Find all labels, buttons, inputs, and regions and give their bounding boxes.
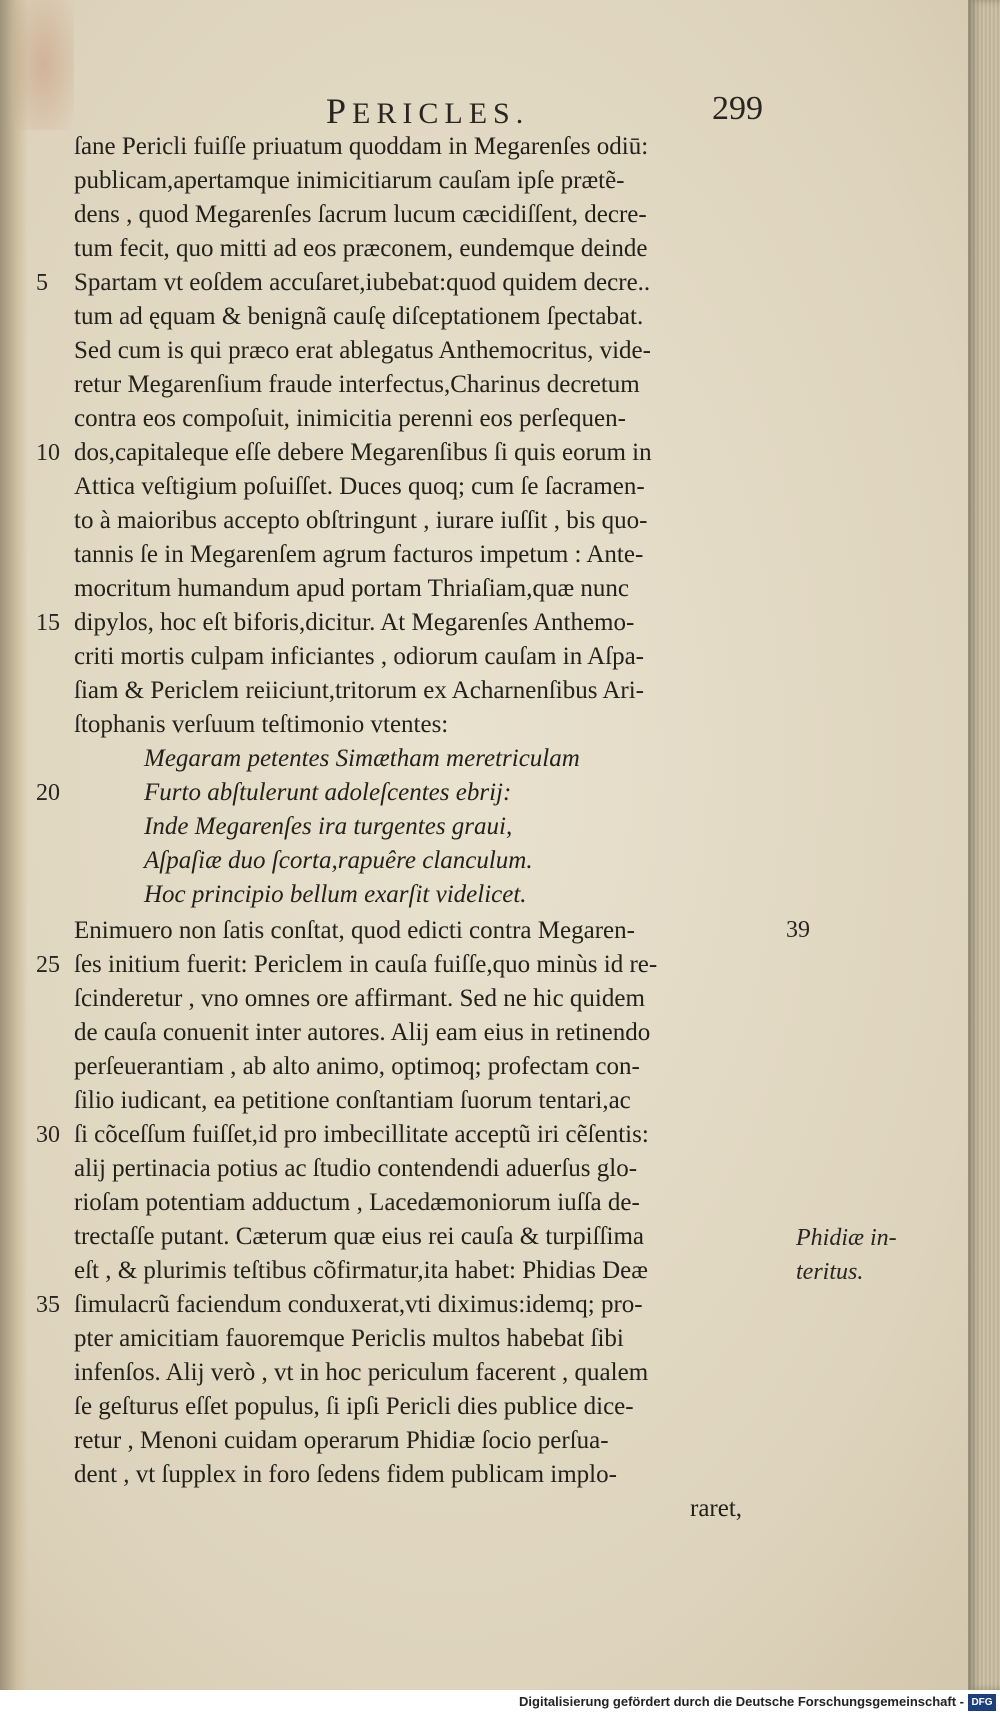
running-head-rest: ERICLES. (352, 97, 530, 130)
text-line: contra eos compoſuit, inimicitia perenni eos perſequen- (74, 405, 626, 432)
text-line: dos,capitaleque eſſe debere Megarenſibus ſi quis eorum in (74, 439, 652, 466)
text-line: eſt , & plurimis teſtibus cõfirmatur,ita habet: Phidias Deæ (74, 1257, 648, 1284)
verse-line: Furto abſtulerunt adoleſcentes ebrij: (144, 779, 512, 806)
text-line: publicam,apertamque inimicitiarum cauſam ipſe prætẽ- (74, 167, 625, 194)
text-line: pter amicitiam fauoremque Periclis multos habebat ſibi (74, 1325, 624, 1352)
text-line: retur , Menoni cuidam operarum Phidiæ ſocio perſua- (74, 1427, 609, 1454)
footer-credit: Digitalisierung gefördert durch die Deutsche Forschungsgemeinschaft - (519, 1694, 964, 1709)
text-line: tum ad ęquam & benignã cauſę diſceptationem ſpectabat. (74, 303, 644, 330)
text-line: Enimuero non ſatis conſtat, quod edicti contra Megaren- (74, 917, 635, 944)
line-number: 10 (36, 440, 60, 466)
text-line: mocritum humandum apud portam Thriaſiam,quæ nunc (74, 575, 629, 602)
text-line: dent , vt ſupplex in foro ſedens fidem publicam implo- (74, 1461, 617, 1488)
text-line: alij pertinacia potius ac ſtudio contendendi aduerſus glo- (74, 1155, 638, 1182)
text-line: perſeuerantiam , ab alto animo, optimoq; profectam con- (74, 1053, 640, 1080)
text-line: ſilio iudicant, ea petitione conſtantiam ſuorum tentari,ac (74, 1087, 631, 1114)
verse-line: Megaram petentes Simætham meretriculam (144, 745, 580, 772)
line-number: 35 (36, 1292, 60, 1318)
text-line: tum fecit, quo mitti ad eos præconem, eundemque deinde (74, 235, 648, 262)
text-line: infenſos. Alij verò , vt in hoc periculum facerent , qualem (74, 1359, 649, 1386)
line-number: 5 (36, 270, 48, 296)
verse-line: Aſpaſiæ duo ſcorta,rapuêre clanculum. (144, 847, 533, 874)
text-line: ſtophanis verſuum teſtimonio vtentes: (74, 711, 449, 738)
page-number: 299 (712, 90, 763, 127)
text-line: ſcinderetur , vno omnes ore affirmant. Sed ne hic quidem (74, 985, 645, 1012)
dfg-logo-icon: DFG (968, 1694, 996, 1711)
verse-line: Hoc principio bellum exarſit videlicet. (144, 881, 527, 908)
marginal-note-line-1: Phidiæ in- (796, 1225, 897, 1251)
catchword: raret, (690, 1495, 743, 1522)
text-line: ſimulacrũ faciendum conduxerat,vti diximus:idemq; pro- (74, 1291, 643, 1318)
verse-line: Inde Megarenſes ira turgentes graui, (144, 813, 513, 840)
text-line: ſane Pericli fuiſſe priuatum quoddam in Megarenſes odiū: (74, 133, 649, 160)
line-number: 25 (36, 952, 60, 978)
text-line: Spartam vt eoſdem accuſaret,iubebat:quod quidem decre.. (74, 269, 651, 296)
text-line: ſe geſturus eſſet populus, ſi ipſi Pericli dies publice dice- (74, 1393, 634, 1420)
text-line: tannis ſe in Megarenſem agrum facturos impetum : Ante- (74, 541, 644, 568)
text-line: dipylos, hoc eſt biforis,dicitur. At Megarenſes Anthemo- (74, 609, 635, 636)
text-line: retur Megarenſium fraude interfectus,Charinus decretum (74, 371, 640, 398)
line-number: 20 (36, 780, 60, 806)
marginal-note-line-2: teritus. (796, 1259, 864, 1285)
footer-bar (0, 1690, 1000, 1716)
text-line: ſi cõceſſum fuiſſet,id pro imbecillitate acceptũ iri cẽſentis: (74, 1121, 649, 1148)
text-line: Attica veſtigium poſuiſſet. Duces quoq; cum ſe ſacramen- (74, 473, 645, 500)
text-line: criti mortis culpam inficiantes , odiorum cauſam in Aſpa- (74, 643, 644, 670)
text-line: ſiam & Periclem reiiciunt,tritorum ex Acharnenſibus Ari- (74, 677, 644, 704)
text-line: rioſam potentiam adductum , Lacedæmoniorum iuſſa de- (74, 1189, 640, 1216)
text-line: trectaſſe putant. Cæterum quæ eius rei cauſa & turpiſſima (74, 1223, 644, 1250)
line-number: 30 (36, 1122, 60, 1148)
line-number: 15 (36, 610, 60, 636)
text-line: ſes initium fuerit: Periclem in cauſa fuiſſe,quo minùs id re- (74, 951, 658, 978)
text-line: to à maioribus accepto obſtringunt , iurare iuſſit , bis quo- (74, 507, 648, 534)
margin-number: 39 (786, 917, 810, 943)
running-head-initial: P (326, 91, 353, 131)
text-line: Sed cum is qui præco erat ablegatus Anthemocritus, vide- (74, 337, 651, 364)
text-line: de cauſa conuenit inter autores. Alij eam eius in retinendo (74, 1019, 651, 1046)
text-line: dens , quod Megarenſes ſacrum lucum cæcidiſſent, decre- (74, 201, 647, 228)
